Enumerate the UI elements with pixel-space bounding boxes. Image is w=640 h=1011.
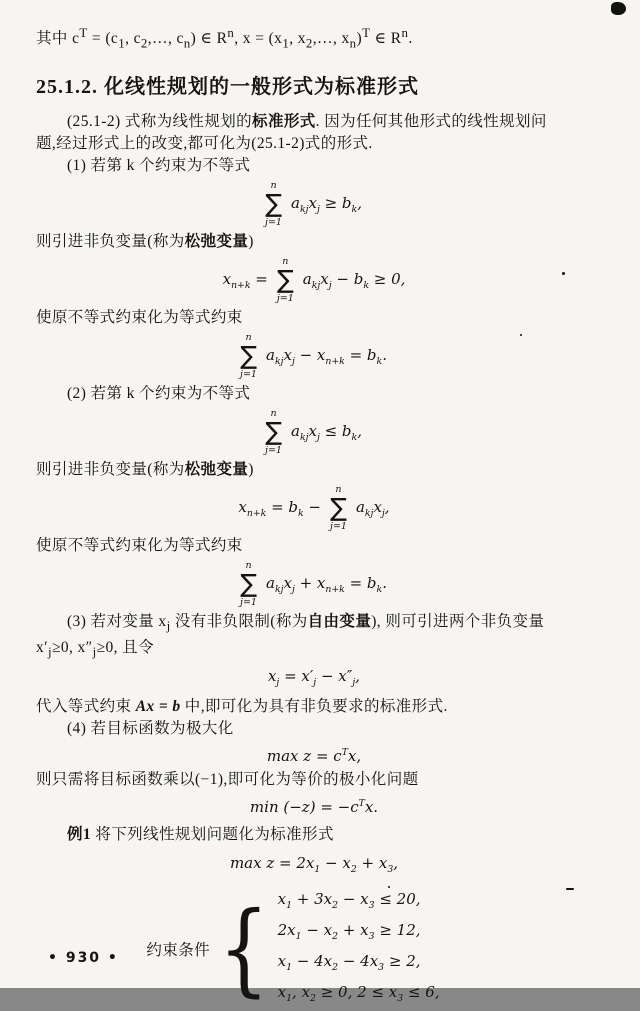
emphasis-free-variable: 自由变量 [307, 613, 372, 631]
formula-body: $a_{kj}x_j \le b_k$, [290, 421, 362, 443]
summation-symbol: n ∑ j=1 [330, 484, 347, 533]
sigma-glyph: ∑ [330, 493, 347, 523]
scan-speck [520, 334, 522, 336]
formula-body: $a_{kj}x_j + x_{n+k} = b_k$. [265, 573, 387, 595]
convert-text-2: 使原不等式约束化为等式约束 [36, 537, 243, 555]
constraint-line: $x_1$, $x_2 \ge 0$, $2 \le x_3 \le 6$, [277, 983, 440, 1005]
paragraph-text: (25.1-2) 式称为线性规划的 [67, 113, 253, 131]
example-text: 将下列线性规划问题化为标准形式 [91, 826, 334, 844]
scan-speck [562, 272, 565, 275]
formula-equality-minus [36, 332, 592, 380]
constraint-line: $x_1 - 4x_2 - 4x_3 \ge 2$, [277, 952, 421, 974]
slack-intro-2: 则引进非负变量(称为松弛变量) [36, 461, 254, 479]
convert-text-1: 使原不等式约束化为等式约束 [36, 309, 243, 327]
sigma-glyph: ∑ [276, 265, 294, 295]
paragraph-line-2: 题,经过形式上的改变,都可化为(25.1-2)式的形式. [36, 135, 373, 153]
formula-equality-plus [36, 560, 592, 608]
paragraph-line-1 [36, 111, 610, 133]
formula-body: $\max z = c^Tx$, [266, 747, 362, 766]
intro-formula-line: 其中 $c^T = (c_1$, $c_2,\dots$, $c_n$) ∈ $R^n$, $x = (x_1$, $x_2,\dots$, $x_n)^T$ ∈ $R^n$. [36, 25, 413, 51]
sigma-glyph: ∑ [240, 341, 257, 371]
summation-symbol: n ∑ j=1 [276, 256, 294, 305]
left-brace: { [218, 890, 270, 1008]
summation-symbol: n ∑ j=1 [265, 180, 282, 229]
formula-body: $a_{kj}x_j \ge b_k$, [290, 193, 362, 215]
formula-free-variable-split [36, 665, 592, 694]
sigma-glyph: ∑ [265, 189, 282, 219]
scan-speck [388, 886, 390, 888]
slack-intro-1: 则引进非负变量(称为松弛变量) [36, 233, 254, 251]
sigma-glyph: ∑ [265, 417, 282, 447]
formula-slack-le [36, 484, 592, 532]
emphasis-slack-variable: 松弛变量 [184, 233, 249, 251]
formula-constraint-le [36, 408, 592, 456]
step-1-title: (1) 若第 k 个约束为不等式 [67, 157, 251, 175]
summation-symbol: n ∑ j=1 [265, 408, 282, 457]
formula-body: $\min (-z) = -c^Tx$. [249, 798, 379, 817]
formula-body: $a_{kj}x_j$, [355, 497, 390, 519]
example-1-line [36, 824, 610, 846]
formula-body: $a_{kj}x_j - x_{n+k} = b_k$. [265, 345, 387, 367]
formula-minimize-objective [36, 793, 592, 818]
step-4-title: (4) 若目标函数为极大化 [67, 720, 234, 738]
constraint-line: $2x_1 - x_2 + x_3 \ge 12$, [277, 921, 421, 943]
emphasis-slack-variable: 松弛变量 [184, 461, 249, 479]
formula-lhs: $x_{n+k}$ = [222, 269, 268, 291]
emphasis-standard-form: 标准形式 [252, 113, 316, 131]
formula-body: $a_{kj}x_j - b_k \ge 0$, [302, 269, 406, 291]
scan-speck [611, 2, 626, 15]
formula-body: $\max z = 2x_1 - x_2 + x_3$, [229, 854, 399, 876]
sigma-glyph: ∑ [240, 569, 257, 599]
formula-lhs: $x_{n+k} = b_k$ − [238, 497, 321, 519]
formula-constraint-ge [36, 180, 592, 228]
constraint-lines [278, 887, 440, 1011]
page-number: • 930 • [48, 950, 119, 966]
formula-maximize-objective [36, 742, 592, 767]
formula-slack-ge [36, 256, 592, 304]
formula-body: $x_j = x'_j - x''_j$, [267, 667, 361, 689]
negate-objective-text: 则只需将目标函数乘以(−1),即可化为等价的极小化问题 [36, 771, 419, 789]
summation-symbol: n ∑ j=1 [240, 332, 257, 381]
matrix-equation: Ax = b [135, 698, 181, 716]
step-2-title: (2) 若第 k 个约束为不等式 [67, 385, 251, 403]
section-heading: 25.1.2. 化线性规划的一般形式为标准形式 [36, 76, 419, 99]
example-label: 例1 [67, 826, 92, 844]
step-3-line-2: $x'_j\ge 0$, $x''_j\ge 0$, 且令 [36, 639, 154, 660]
paragraph-text: . 因为任何其他形式的线性规划问 [315, 113, 547, 131]
step-3-title: (3) 若对变量 $x_j$ 没有非负限制(称为自由变量), 则可引进两个非负变量 [67, 613, 545, 634]
scan-speck [566, 888, 574, 890]
summation-symbol: n ∑ j=1 [240, 560, 257, 609]
constraint-line: $x_1 + 3x_2 - x_3 \le 20$, [277, 890, 421, 912]
formula-example-objective [36, 852, 592, 881]
constraint-label: 约束条件 [146, 942, 211, 960]
step-3-conclusion: 代入等式约束 Ax = b 中,即可化为具有非负要求的标准形式. [36, 698, 448, 716]
